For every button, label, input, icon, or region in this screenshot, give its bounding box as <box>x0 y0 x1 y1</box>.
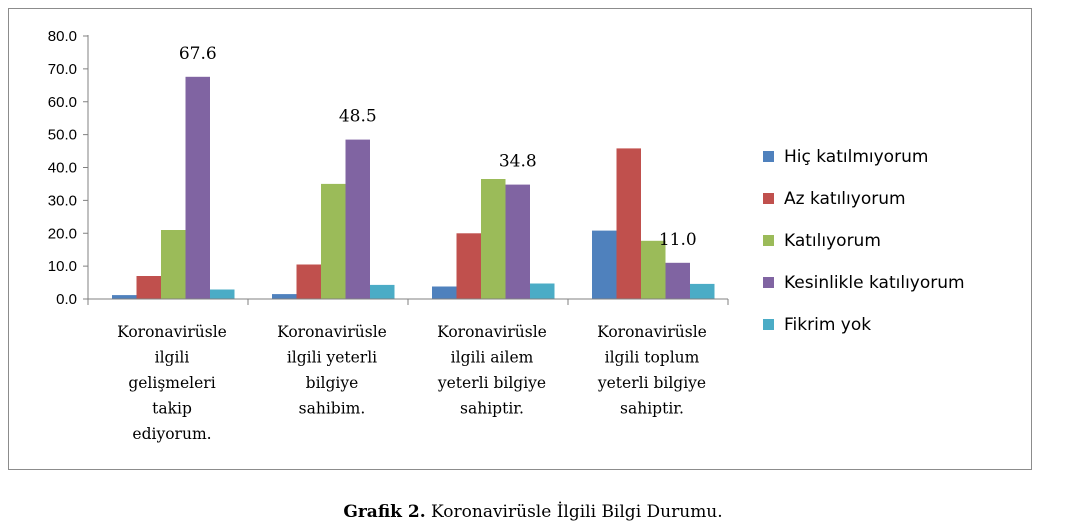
x-category-label <box>437 323 547 418</box>
bar-s1-c0 <box>137 276 162 299</box>
data-label: 67.6 <box>178 43 217 64</box>
x-category-label-line: ilgili yeterli <box>286 348 378 367</box>
x-category-label-line: sahibim. <box>298 399 366 418</box>
x-category-label-line: Koronavirüsle <box>277 323 387 341</box>
x-category-label-line: Koronavirüsle <box>597 323 707 341</box>
data-label: 34.8 <box>498 151 537 172</box>
legend-label: Katılıyorum <box>784 231 881 251</box>
bar-s1-c1 <box>297 265 322 300</box>
caption-text: Koronavirüsle İlgili Bilgi Durumu. <box>425 502 723 522</box>
legend-swatch <box>763 277 774 288</box>
x-category-label-line: bilgiye <box>305 374 359 392</box>
bar-s2-c2 <box>481 179 506 299</box>
bar-s3-c3 <box>666 263 691 299</box>
legend-swatch <box>763 193 774 204</box>
y-tick-label: 70.0 <box>47 60 77 78</box>
chart-frame <box>8 8 1032 470</box>
y-tick-label: 0.0 <box>56 291 77 308</box>
legend-swatch <box>763 235 774 246</box>
x-category-label-line: Koronavirüsle <box>437 323 547 341</box>
x-category-label <box>277 323 387 418</box>
y-tick-label: 60.0 <box>47 93 77 111</box>
legend-label: Fikrim yok <box>784 315 872 335</box>
bar-s4-c2 <box>530 284 555 300</box>
chart-caption <box>0 502 1066 522</box>
bar-s2-c1 <box>321 184 346 299</box>
y-tick-label: 80.0 <box>47 28 77 45</box>
bar-s1-c3 <box>617 148 642 299</box>
x-category-label-line: ilgili toplum <box>604 348 700 367</box>
y-tick-label: 40.0 <box>47 159 77 177</box>
caption-label: Grafik 2. <box>343 502 426 522</box>
x-category-label <box>117 323 227 443</box>
bar-s3-c0 <box>186 77 211 299</box>
x-category-label-line: Koronavirüsle <box>117 323 227 341</box>
x-category-label-line: sahiptir. <box>460 399 524 418</box>
data-label: 11.0 <box>658 229 697 250</box>
bar-s3-c1 <box>346 140 371 299</box>
x-category-label <box>597 323 707 418</box>
data-label: 48.5 <box>338 106 377 127</box>
x-category-label-line: ilgili <box>154 348 190 367</box>
bar-s4-c3 <box>690 284 715 299</box>
bar-s3-c2 <box>506 185 531 299</box>
y-tick-label: 30.0 <box>47 192 77 210</box>
bar-s0-c2 <box>432 287 457 300</box>
x-category-label-line: yeterli bilgiye <box>437 374 547 392</box>
x-category-label-line: gelişmeleri <box>128 374 216 392</box>
bar-s0-c3 <box>592 231 617 299</box>
legend-label: Kesinlikle katılıyorum <box>784 273 965 293</box>
bar-s4-c1 <box>370 285 395 299</box>
bar-s1-c2 <box>457 233 482 299</box>
bar-s0-c0 <box>112 295 137 299</box>
y-tick-label: 10.0 <box>47 258 77 276</box>
legend-label: Hiç katılmıyorum <box>784 147 929 167</box>
bar-chart <box>9 9 1033 471</box>
x-category-label-line: sahiptir. <box>620 399 684 418</box>
legend-swatch <box>763 151 774 162</box>
bar-s4-c0 <box>210 290 235 300</box>
legend-swatch <box>763 319 774 330</box>
y-tick-label: 20.0 <box>47 225 77 243</box>
x-category-label-line: yeterli bilgiye <box>597 374 707 392</box>
x-category-label-line: ilgili ailem <box>450 348 534 367</box>
bar-s2-c0 <box>161 230 186 299</box>
x-category-label-line: ediyorum. <box>132 425 212 443</box>
x-category-label-line: takip <box>152 399 192 418</box>
y-tick-label: 50.0 <box>47 126 77 144</box>
legend-label: Az katılıyorum <box>784 189 906 209</box>
bar-s0-c1 <box>272 294 297 299</box>
